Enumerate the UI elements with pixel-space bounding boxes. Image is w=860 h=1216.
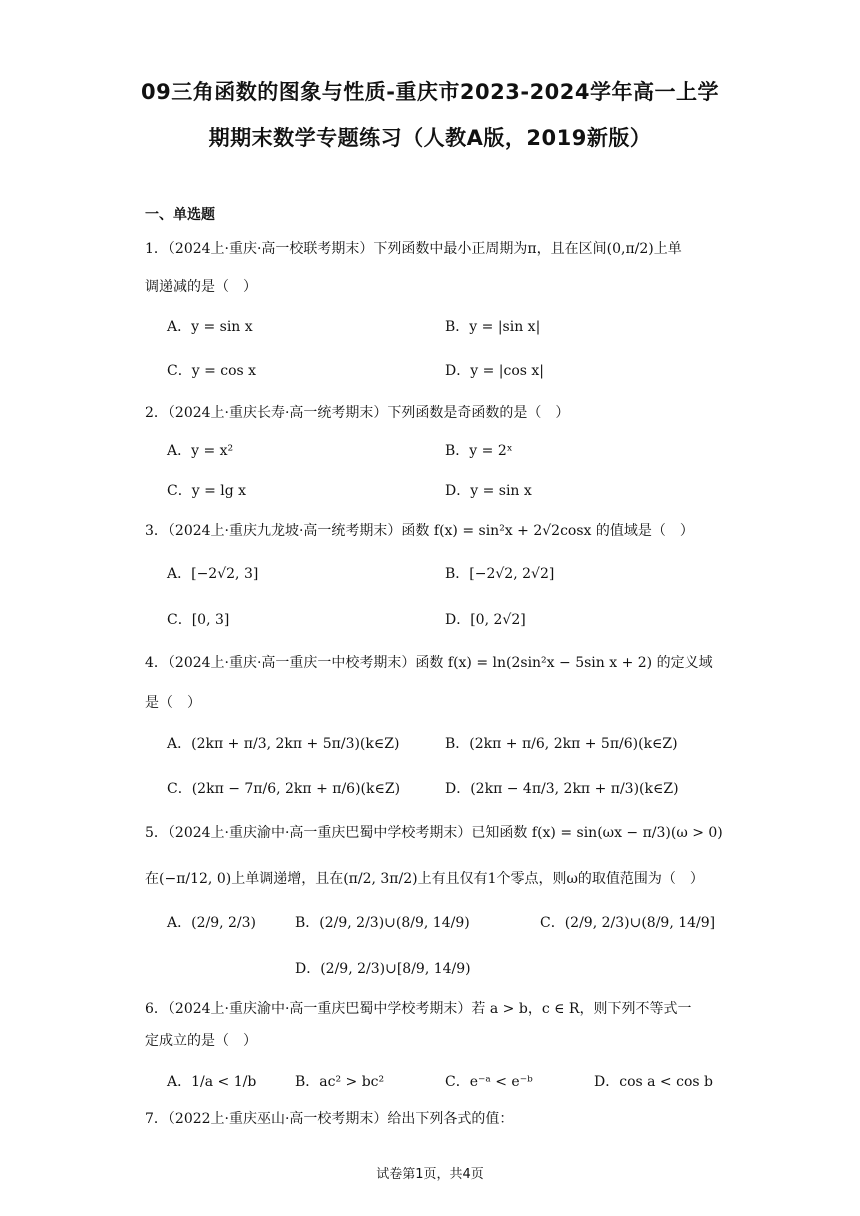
question-2-stem: 2．（2024上·重庆长寿·高一统考期末）下列函数是奇函数的是（ ） (145, 405, 570, 421)
question-6-option-d: D．cos a < cos b (594, 1074, 713, 1090)
question-4-option-a: A．(2kπ + π/3, 2kπ + 5π/3)(k∈Z) (167, 736, 400, 752)
question-1-option-d: D．y = |cos x| (445, 363, 544, 379)
question-1-option-c: C．y = cos x (167, 363, 257, 379)
question-3-option-a: A．[−2√2, 3] (167, 566, 259, 582)
question-7-stem: 7．（2022上·重庆巫山·高一校考期末）给出下列各式的值： (145, 1111, 514, 1127)
question-4-option-c: C．(2kπ − 7π/6, 2kπ + π/6)(k∈Z) (167, 781, 401, 797)
question-3-option-c: C．[0, 3] (167, 612, 230, 628)
question-6-option-b: B．ac² > bc² (295, 1074, 385, 1090)
page-title-line2: 期期末数学专题练习（人教A版，2019新版） (208, 126, 652, 150)
question-1-option-a: A．y = sin x (167, 319, 253, 335)
question-6-option-a: A．1/a < 1/b (167, 1074, 257, 1090)
page-footer: 试卷第1页，共4页 (376, 1167, 484, 1182)
question-5-stem-cont: 在(−π/12, 0)上单调递增，且在(π/2, 3π/2)上有且仅有1个零点，则ω的取值范围为（ ） (145, 871, 704, 887)
question-5-option-c: C．(2/9, 2/3)∪(8/9, 14/9] (540, 915, 716, 931)
question-2-option-a: A．y = x² (167, 443, 234, 459)
question-4-option-b: B．(2kπ + π/6, 2kπ + 5π/6)(k∈Z) (445, 736, 678, 752)
question-2-option-c: C．y = lg x (167, 483, 247, 499)
question-5-option-d: D．(2/9, 2/3)∪[8/9, 14/9) (295, 961, 471, 977)
question-3-option-b: B．[−2√2, 2√2] (445, 566, 555, 582)
question-3-option-d: D．[0, 2√2] (445, 612, 526, 628)
question-6-stem-cont: 定成立的是（ ） (145, 1033, 257, 1049)
question-4-option-d: D．(2kπ − 4π/3, 2kπ + π/3)(k∈Z) (445, 781, 679, 797)
question-5-option-b: B．(2/9, 2/3)∪(8/9, 14/9) (295, 915, 470, 931)
question-4-stem: 4．（2024上·重庆·高一重庆一中校考期末）函数 f(x) = ln(2sin²x − 5sin x + 2) 的定义域 (145, 655, 713, 671)
question-1-stem-cont: 调递减的是（ ） (145, 279, 257, 295)
page-title-line1: 09三角函数的图象与性质-重庆市2023-2024学年高一上学 (140, 80, 720, 104)
question-6-option-c: C．e⁻ᵃ < e⁻ᵇ (445, 1074, 533, 1090)
question-5-stem: 5．（2024上·重庆渝中·高一重庆巴蜀中学校考期末）已知函数 f(x) = sin(ωx − π/3)(ω > 0) (145, 825, 723, 841)
question-2-option-d: D．y = sin x (445, 483, 532, 499)
question-4-stem-cont: 是（ ） (145, 695, 201, 711)
question-1-option-b: B．y = |sin x| (445, 319, 541, 335)
section-heading: 一、单选题 (145, 207, 215, 223)
question-5-option-a: A．(2/9, 2/3) (167, 915, 256, 931)
question-3-stem: 3．（2024上·重庆九龙坡·高一统考期末）函数 f(x) = sin²x + 2√2cosx 的值域是（ ） (145, 523, 694, 539)
question-2-option-b: B．y = 2ˣ (445, 443, 513, 459)
question-6-stem: 6．（2024上·重庆渝中·高一重庆巴蜀中学校考期末）若 a > b，c ∈ R，则下列不等式一 (145, 1001, 692, 1017)
question-1-stem: 1．（2024上·重庆·高一校联考期末）下列函数中最小正周期为π，且在区间(0,π/2)上单 (145, 241, 682, 257)
